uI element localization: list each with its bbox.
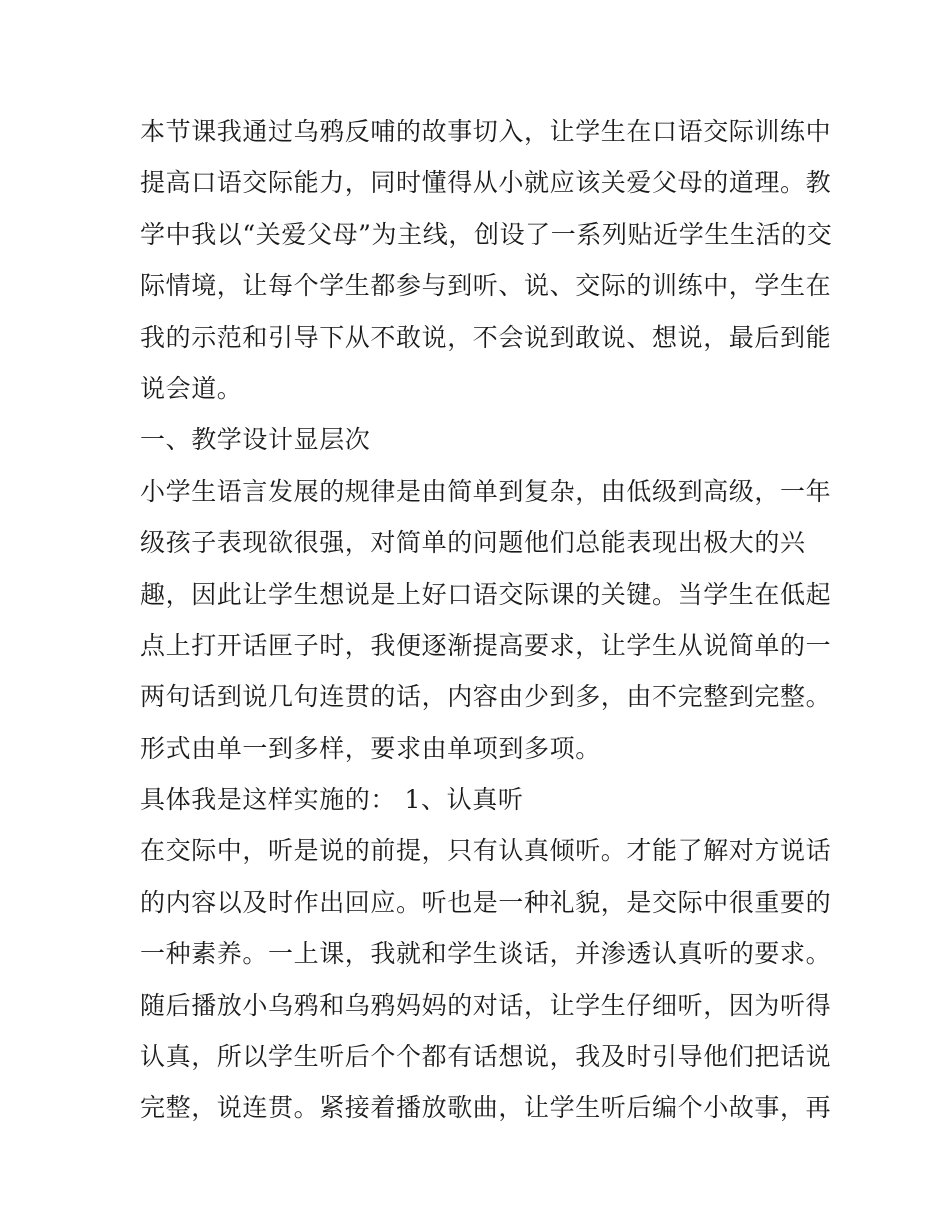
text-line: 形式由单一到多样，要求由单项到多项。 <box>140 733 601 763</box>
text-line: 际情境，让每个学生都参与到听、说、交际的训练中，学生在 <box>140 271 832 301</box>
section-heading: 一、教学设计显层次 <box>140 425 371 455</box>
text-line: 的内容以及时作出回应。听也是一种礼貌，是交际中很重要的 <box>140 887 832 917</box>
text-line: 提高口语交际能力，同时懂得从小就应该关爱父母的道理。教 <box>140 168 832 198</box>
text-line: 一种素养。一上课，我就和学生谈话，并渗透认真听的要求。 <box>140 939 832 969</box>
text-line: 完整，说连贯。紧接着播放歌曲，让学生听后编个小故事，再 <box>140 1093 832 1123</box>
text-line: 说会道。 <box>140 373 243 403</box>
text-line: 点上打开话匣子时，我便逐渐提高要求，让学生从说简单的一 <box>140 630 832 660</box>
text-line: 我的示范和引导下从不敢说，不会说到敢说、想说，最后到能 <box>140 322 832 352</box>
text-line: 认真，所以学生听后个个都有话想说，我及时引导他们把话说 <box>140 1042 832 1072</box>
text-line: 随后播放小乌鸦和乌鸦妈妈的对话，让学生仔细听，因为听得 <box>140 990 832 1020</box>
text-line: 两句话到说几句连贯的话，内容由少到多，由不完整到完整。 <box>140 682 832 712</box>
text-line: 趣，因此让学生想说是上好口语交际课的关键。当学生在低起 <box>140 579 832 609</box>
text-line: 级孩子表现欲很强，对简单的问题他们总能表现出极大的兴 <box>140 528 806 558</box>
text-line: 在交际中，听是说的前提，只有认真倾听。才能了解对方说话 <box>140 836 832 866</box>
text-line: 学中我以“关爱父母”为主线，创设了一系列贴近学生生活的交 <box>140 219 833 249</box>
document-body <box>140 106 833 1134</box>
text-line: 本节课我通过乌鸦反哺的故事切入，让学生在口语交际训练中 <box>140 117 832 146</box>
text-line: 小学生语言发展的规律是由简单到复杂，由低级到高级，一年 <box>140 476 832 506</box>
subsection-heading: 具体我是这样实施的： 1、认真听 <box>140 785 524 815</box>
